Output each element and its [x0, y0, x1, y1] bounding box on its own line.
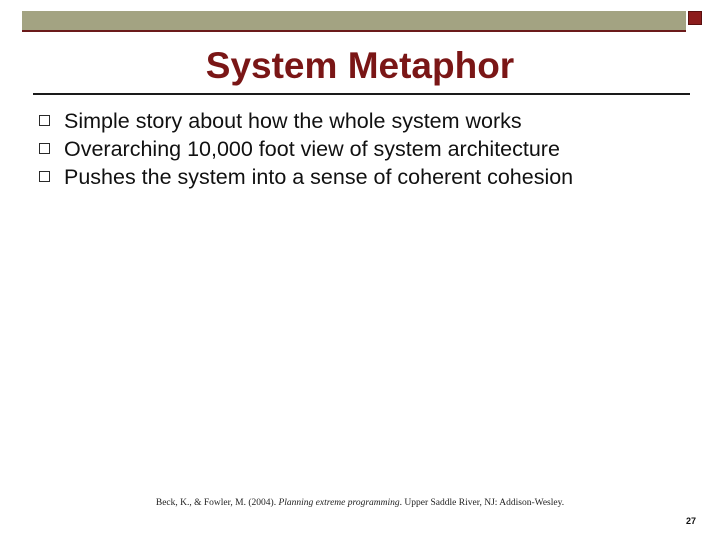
hollow-square-bullet-icon [39, 171, 50, 182]
top-decorative-bar [22, 11, 686, 30]
citation-title: Planning extreme programming [278, 498, 400, 508]
list-item [38, 163, 573, 191]
list-item [38, 135, 573, 163]
page-number: 27 [685, 516, 696, 526]
citation-suffix: . Upper Saddle River, NJ: Addison-Wesley. [399, 498, 565, 508]
bullet-list [38, 107, 573, 191]
citation-prefix: Beck, K., & Fowler, M. (2004). [155, 498, 279, 508]
corner-square-icon [688, 11, 702, 25]
citation [0, 498, 720, 508]
top-bar-underline [22, 30, 686, 32]
bullet-text: Overarching 10,000 foot view of system architecture [64, 137, 560, 161]
slide-title: System Metaphor [205, 45, 515, 86]
bullet-text: Pushes the system into a sense of coherent cohesion [64, 165, 574, 189]
bullet-text: Simple story about how the whole system works [64, 109, 522, 133]
title-divider [33, 93, 690, 95]
hollow-square-bullet-icon [39, 143, 50, 154]
hollow-square-bullet-icon [39, 115, 50, 126]
list-item [38, 107, 573, 135]
